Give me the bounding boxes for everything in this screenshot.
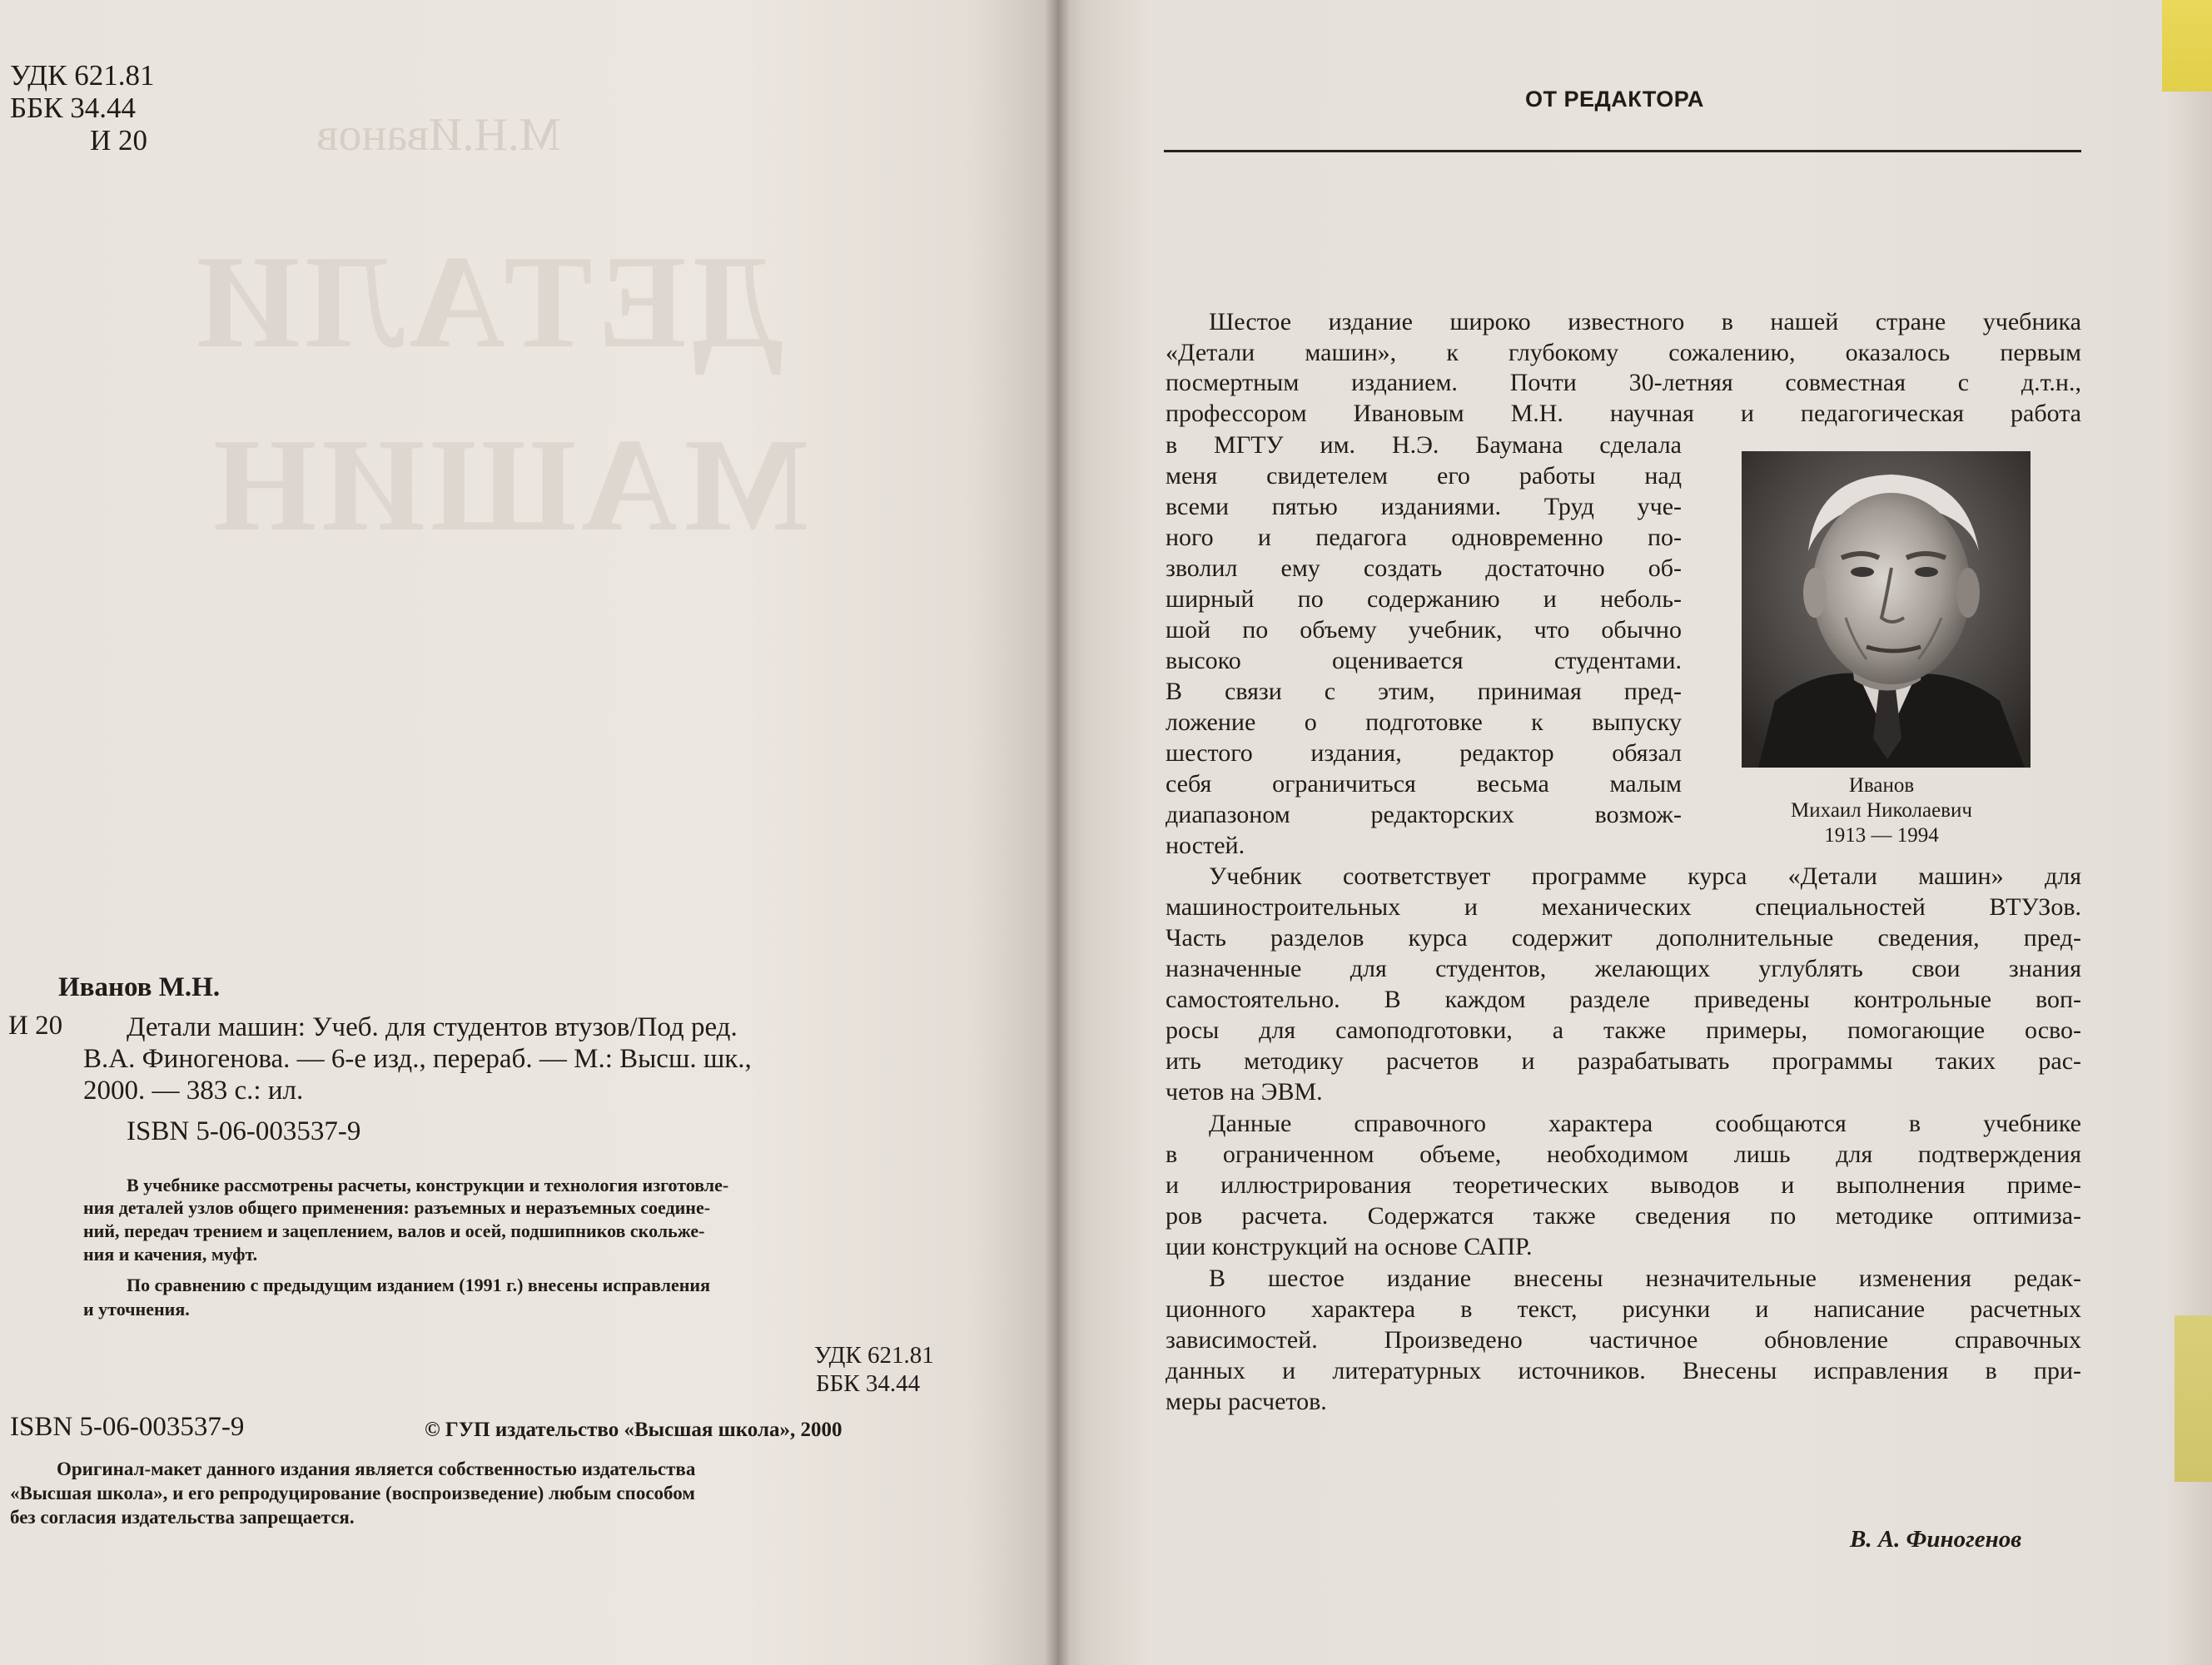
author-portrait (1742, 451, 2031, 768)
portrait-caption-name: Михаил Николаевич (1791, 799, 1972, 822)
body-line: в ограниченном объеме, необходимом лишь для подтверждения (1166, 1141, 2081, 1168)
udk-bottom: УДК 621.81 (814, 1342, 934, 1369)
portrait-caption-years: 1913 — 1994 (1824, 824, 1939, 847)
header-rule (1164, 150, 2081, 152)
catalog-line: Детали машин: Учеб. для студентов втузов/Под ред. (127, 1012, 738, 1042)
notice-line: Оригинал-макет данного издания является собственностью издательства (57, 1459, 696, 1479)
body-line: высоко оценивается студентами. (1166, 647, 1682, 674)
body-line: данных и литературных источников. Внесены исправления в при- (1166, 1357, 2081, 1384)
body-line: ностей. (1166, 832, 1245, 859)
bbk-code: ББК 34.44 (10, 92, 137, 124)
body-line: ров расчета. Содержатся также сведения по методике оптимиза- (1166, 1202, 2081, 1230)
abstract-line: В учебнике рассмотрены расчеты, конструкции и технология изготовле- (127, 1175, 729, 1195)
background-yellow-edge (2175, 1315, 2212, 1482)
body-line: меры расчетов. (1166, 1388, 1327, 1415)
body-line: шестого издания, редактор обязал (1166, 739, 1682, 767)
body-line: назначенные для студентов, желающих углублять свои знания (1166, 955, 2081, 982)
body-line: самостоятельно. В каждом разделе приведены контрольные воп- (1166, 986, 2081, 1013)
abstract-line: По сравнению с предыдущим изданием (1991 г.) внесены исправления (127, 1275, 710, 1295)
editor-signature: В. А. Финогенов (1850, 1526, 2022, 1553)
body-line: Данные справочного характера сообщаются в учебнике (1209, 1110, 2081, 1137)
catalog-line: 2000. — 383 с.: ил. (83, 1076, 304, 1106)
body-line: ширный по содержанию и неболь- (1166, 585, 1682, 613)
body-line: «Детали машин», к глубокому сожалению, оказалось первым (1166, 339, 2081, 366)
body-line: всеми пятью изданиями. Труд уче- (1166, 493, 1682, 520)
catalog-isbn: ISBN 5-06-003537-9 (127, 1116, 361, 1146)
body-line: зависимостей. Произведено частичное обновление справочных (1166, 1326, 2081, 1354)
body-line: ного и педагога одновременно по- (1166, 524, 1682, 551)
notice-line: без согласия издательства запрещается. (10, 1507, 355, 1528)
bbk-bottom: ББК 34.44 (816, 1370, 921, 1397)
body-line: Шестое издание широко известного в нашей стране учебника (1209, 308, 2081, 335)
body-line: Учебник соответствует программе курса «Детали машин» для (1209, 862, 2081, 890)
body-line: посмертным изданием. Почти 30-летняя совместная с д.т.н., (1166, 369, 2081, 396)
body-line: ционного характера в текст, рисунки и написание расчетных (1166, 1295, 2081, 1323)
body-line: профессором Ивановым М.Н. научная и педагогическая работа (1166, 400, 2081, 427)
udk-code: УДК 621.81 (10, 59, 155, 92)
body-line: росы для самоподготовки, а также примеры, помогающие осво- (1166, 1016, 2081, 1044)
catalog-line: В.А. Финогенова. — 6-е изд., перераб. — М.: Высш. шк., (83, 1044, 752, 1074)
body-line: в МГТУ им. Н.Э. Баумана сделала (1166, 431, 1682, 459)
isbn-bottom: ISBN 5-06-003537-9 (10, 1412, 245, 1442)
body-line: зволил ему создать достаточно об- (1166, 554, 1682, 582)
catalog-author: Иванов М.Н. (58, 972, 221, 1002)
body-line: диапазоном редакторских возмож- (1166, 801, 1682, 828)
body-line: четов на ЭВМ. (1166, 1078, 1323, 1106)
body-line: меня свидетелем его работы над (1166, 462, 1682, 490)
show-through-author: М.Н.Иванов (316, 109, 561, 161)
copyright: © ГУП издательство «Высшая школа», 2000 (425, 1419, 843, 1441)
catalog-index: И 20 (8, 1011, 63, 1041)
abstract-line: и уточнения. (83, 1299, 190, 1320)
body-line: себя ограничиться весьма малым (1166, 770, 1682, 798)
abstract-line: ний, передач трением и зацеплением, валов и осей, подшипников скольже- (83, 1220, 705, 1241)
abstract-line: ния и качения, муфт. (83, 1244, 258, 1265)
body-line: шой по объему учебник, что обычно (1166, 616, 1682, 644)
body-line: В шестое издание внесены незначительные изменения редак- (1209, 1265, 2081, 1292)
body-line: машиностроительных и механических специальностей ВТУЗов. (1166, 893, 2081, 921)
body-line: и иллюстрирования теоретических выводов и выполнения приме- (1166, 1171, 2081, 1199)
show-through-title-line-2: МАШИН (208, 410, 809, 559)
portrait-caption-surname: Иванов (1848, 774, 1915, 797)
background-yellow-corner (2162, 0, 2212, 92)
left-page (0, 0, 1057, 1665)
notice-line: «Высшая школа», и его репродуцирование (воспроизведение) любым способом (10, 1483, 695, 1503)
body-line: ить методику расчетов и разрабатывать программы таких рас- (1166, 1047, 2081, 1075)
body-line: ложение о подготовке к выпуску (1166, 708, 1682, 736)
body-line: Часть разделов курса содержит дополнительные сведения, пред- (1166, 924, 2081, 952)
body-line: В связи с этим, принимая пред- (1166, 678, 1682, 705)
show-through-title-line-1: ДЕТАЛИ (191, 227, 783, 375)
abstract-line: ния деталей узлов общего применения: разъемных и неразъемных соедине- (83, 1197, 711, 1218)
page-title: ОТ РЕДАКТОРА (1525, 87, 1704, 112)
body-line: ции конструкций на основе САПР. (1166, 1233, 1533, 1260)
book-spine-shadow (1045, 0, 1070, 1665)
author-sign: И 20 (90, 124, 148, 157)
